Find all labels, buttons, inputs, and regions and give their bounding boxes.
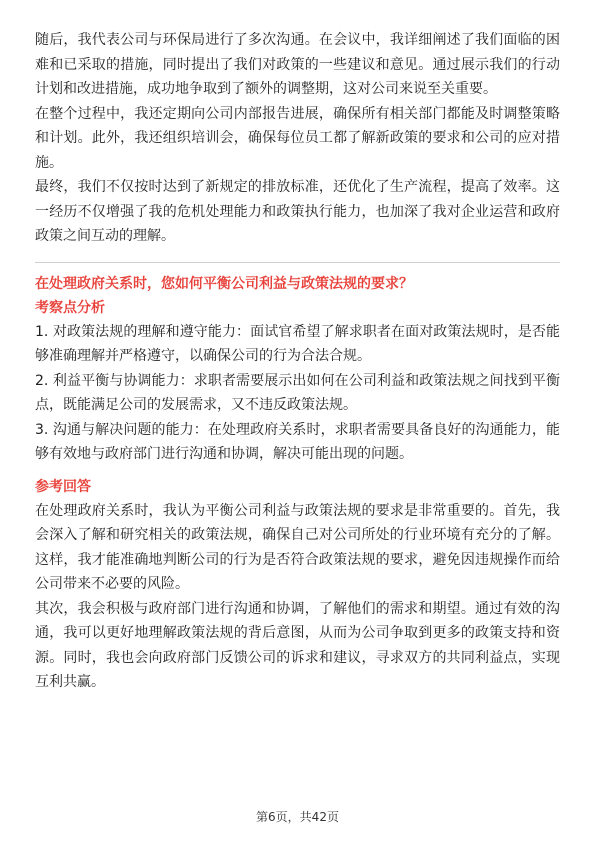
answer-paragraph-1: 在处理政府关系时，我认为平衡公司利益与政策法规的要求是非常重要的。首先，我会深入了解和研究相关的政策法规，确保自己对公司所处的行业环境有充分的了解。这样，我才能准确地判断公司的行为是否符合政策法规的要求，避免因违规操作而给公司带来不必要的风险。 — [35, 502, 560, 592]
document-page — [35, 28, 560, 695]
analysis-point-2: 2. 利益平衡与协调能力：求职者需要展示出如何在公司利益和政策法规之间找到平衡点，既能满足公司的发展需求，又不违反政策法规。 — [35, 372, 560, 413]
answer-paragraph-2: 其次，我会积极与政府部门进行沟通和协调，了解他们的需求和期望。通过有效的沟通，我可以更好地理解政策法规的背后意图，从而为公司争取到更多的政策支持和资源。同时，我也会向政府部门反馈公司的诉求和建议，寻求双方的共同利益点，实现互利共赢。 — [35, 600, 560, 690]
intro-paragraph-3: 最终，我们不仅按时达到了新规定的排放标准，还优化了生产流程，提高了效率。这一经历不仅增强了我的危机处理能力和政策执行能力，也加深了我对企业运营和政府政策之间互动的理解。 — [35, 179, 560, 244]
analysis-point-1: 1. 对政策法规的理解和遵守能力：面试官希望了解求职者在面对政策法规时，是否能够准确理解并严格遵守，以确保公司的行为合法合规。 — [35, 323, 560, 364]
intro-paragraph-1: 随后，我代表公司与环保局进行了多次沟通。在会议中，我详细阐述了我们面临的困难和已采取的措施，同时提出了我们对政策的一些建议和意见。通过展示我们的行动计划和改进措施，成功地争取到了额外的调整期，这对公司来说至关重要。 — [35, 32, 560, 97]
section-divider — [35, 262, 560, 263]
analysis-point-3: 3. 沟通与解决问题的能力：在处理政府关系时，求职者需要具备良好的沟通能力，能够有效地与政府部门进行沟通和协调，解决可能出现的问题。 — [35, 421, 560, 462]
interview-question: 在处理政府关系时，您如何平衡公司利益与政策法规的要求？ — [35, 275, 413, 292]
intro-paragraph-2: 在整个过程中，我还定期向公司内部报告进展，确保所有相关部门都能及时调整策略和计划。此外，我还组织培训会，确保每位员工都了解新政策的要求和公司的应对措施。 — [35, 105, 560, 171]
page-number-footer: 第6页，共42页 — [256, 810, 339, 824]
answer-heading: 参考回答 — [35, 478, 91, 495]
analysis-heading: 考察点分析 — [35, 299, 105, 316]
